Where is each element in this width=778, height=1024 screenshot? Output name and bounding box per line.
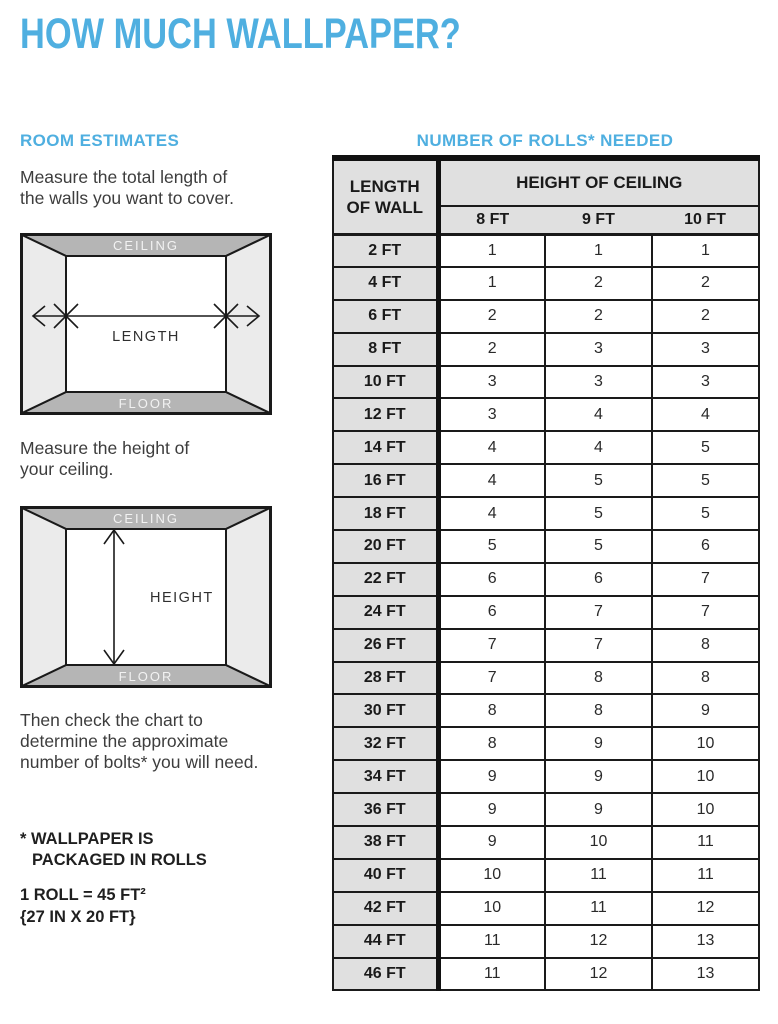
- height-dimension-label: HEIGHT: [150, 590, 214, 606]
- rolls-value-cell: 9: [438, 793, 545, 826]
- rolls-value-cell: 7: [545, 596, 652, 629]
- rolls-value-cell: 8: [652, 662, 759, 695]
- wall-length-cell: 42 FT: [333, 892, 438, 925]
- table-row: [333, 694, 759, 727]
- instruction-line: your ceiling.: [20, 459, 114, 479]
- rolls-value-cell: 9: [545, 793, 652, 826]
- wall-length-cell: 26 FT: [333, 629, 438, 662]
- rolls-value-cell: 12: [545, 958, 652, 991]
- footnote-line: * WALLPAPER IS: [20, 830, 154, 848]
- instruction-measure-length: [20, 167, 234, 209]
- wall-length-cell: 36 FT: [333, 793, 438, 826]
- table-row: [333, 958, 759, 991]
- rolls-value-cell: 2: [545, 300, 652, 333]
- rolls-value-cell: 10: [545, 826, 652, 859]
- wall-length-cell: 24 FT: [333, 596, 438, 629]
- rolls-value-cell: 5: [438, 530, 545, 563]
- wall-length-cell: 30 FT: [333, 694, 438, 727]
- rolls-value-cell: 5: [652, 497, 759, 530]
- rolls-value-cell: 6: [438, 563, 545, 596]
- instruction-line: determine the approximate: [20, 731, 229, 751]
- rolls-value-cell: 3: [652, 366, 759, 399]
- length-of-wall-header-line: OF WALL: [346, 197, 423, 217]
- table-row: [333, 859, 759, 892]
- left-wall-surface: [22, 235, 66, 413]
- rolls-value-cell: 8: [652, 629, 759, 662]
- table-row: [333, 497, 759, 530]
- rolls-value-cell: 7: [652, 563, 759, 596]
- rolls-value-cell: 4: [438, 464, 545, 497]
- rolls-value-cell: 9: [652, 694, 759, 727]
- floor-label: FLOOR: [118, 669, 174, 684]
- wall-length-cell: 14 FT: [333, 431, 438, 464]
- table-row: [333, 464, 759, 497]
- wall-length-cell: 18 FT: [333, 497, 438, 530]
- table-row: [333, 563, 759, 596]
- wall-length-cell: 2 FT: [333, 234, 438, 267]
- instruction-line: Then check the chart to: [20, 710, 203, 730]
- rolls-table: [332, 155, 760, 991]
- rolls-value-cell: 13: [652, 958, 759, 991]
- rolls-value-cell: 1: [438, 234, 545, 267]
- wall-length-cell: 20 FT: [333, 530, 438, 563]
- rolls-value-cell: 9: [545, 727, 652, 760]
- rolls-value-cell: 3: [438, 398, 545, 431]
- rolls-value-cell: 5: [545, 530, 652, 563]
- roll-size-info: [20, 884, 146, 928]
- ceiling-height-10ft-header: 10 FT: [652, 206, 759, 234]
- rolls-value-cell: 4: [545, 431, 652, 464]
- rolls-value-cell: 12: [652, 892, 759, 925]
- rolls-value-cell: 11: [438, 925, 545, 958]
- roll-size-line: 1 ROLL = 45 FT²: [20, 886, 146, 904]
- wallpaper-rolls-footnote: [20, 829, 207, 871]
- wall-length-cell: 46 FT: [333, 958, 438, 991]
- rolls-value-cell: 11: [652, 859, 759, 892]
- rolls-value-cell: 8: [438, 727, 545, 760]
- table-row: [333, 300, 759, 333]
- rolls-value-cell: 8: [545, 662, 652, 695]
- wall-length-cell: 40 FT: [333, 859, 438, 892]
- wall-length-cell: 12 FT: [333, 398, 438, 431]
- table-row: [333, 267, 759, 300]
- table-row: [333, 662, 759, 695]
- table-row: [333, 398, 759, 431]
- rolls-value-cell: 5: [652, 464, 759, 497]
- length-of-wall-header: [333, 158, 438, 234]
- rolls-value-cell: 9: [545, 760, 652, 793]
- rolls-table-container: [332, 155, 760, 991]
- left-wall-surface: [22, 508, 66, 686]
- instruction-measure-height: [20, 438, 189, 480]
- rolls-value-cell: 7: [545, 629, 652, 662]
- instruction-line: number of bolts* you will need.: [20, 752, 259, 772]
- wall-length-cell: 32 FT: [333, 727, 438, 760]
- instruction-check-chart: [20, 710, 258, 773]
- rolls-value-cell: 10: [652, 760, 759, 793]
- rolls-value-cell: 6: [438, 596, 545, 629]
- rolls-value-cell: 3: [545, 366, 652, 399]
- table-row: [333, 333, 759, 366]
- height-of-ceiling-header: HEIGHT OF CEILING: [438, 158, 759, 206]
- rolls-value-cell: 2: [545, 267, 652, 300]
- rolls-value-cell: 2: [438, 300, 545, 333]
- rolls-value-cell: 13: [652, 925, 759, 958]
- table-row: [333, 596, 759, 629]
- table-row: [333, 925, 759, 958]
- rolls-value-cell: 3: [438, 366, 545, 399]
- rolls-value-cell: 11: [652, 826, 759, 859]
- rolls-value-cell: 7: [652, 596, 759, 629]
- room-length-diagram: [20, 233, 272, 415]
- rolls-value-cell: 9: [438, 760, 545, 793]
- rolls-value-cell: 4: [652, 398, 759, 431]
- rolls-value-cell: 9: [438, 826, 545, 859]
- wall-length-cell: 44 FT: [333, 925, 438, 958]
- rolls-value-cell: 7: [438, 662, 545, 695]
- length-of-wall-header-line: LENGTH: [349, 176, 420, 196]
- rolls-value-cell: 4: [438, 497, 545, 530]
- table-row: [333, 530, 759, 563]
- rolls-value-cell: 10: [652, 793, 759, 826]
- wall-length-cell: 38 FT: [333, 826, 438, 859]
- rolls-value-cell: 3: [652, 333, 759, 366]
- rolls-value-cell: 5: [545, 497, 652, 530]
- rolls-table-body: [333, 234, 759, 990]
- table-row: [333, 826, 759, 859]
- table-row: [333, 892, 759, 925]
- room-estimates-heading: ROOM ESTIMATES: [20, 131, 180, 150]
- rolls-value-cell: 10: [438, 892, 545, 925]
- rolls-value-cell: 2: [438, 333, 545, 366]
- room-height-diagram: [20, 506, 272, 688]
- page-title: HOW MUCH WALLPAPER?: [20, 10, 461, 58]
- rolls-value-cell: 12: [545, 925, 652, 958]
- roll-size-line: {27 IN X 20 FT}: [20, 908, 136, 926]
- rolls-value-cell: 4: [438, 431, 545, 464]
- ceiling-label: CEILING: [112, 511, 180, 526]
- rolls-value-cell: 11: [438, 958, 545, 991]
- rolls-value-cell: 11: [545, 859, 652, 892]
- rolls-value-cell: 3: [545, 333, 652, 366]
- back-wall-surface: [66, 256, 226, 392]
- rolls-value-cell: 2: [652, 300, 759, 333]
- rolls-value-cell: 6: [652, 530, 759, 563]
- rolls-value-cell: 5: [652, 431, 759, 464]
- floor-label: FLOOR: [118, 396, 174, 411]
- wall-length-cell: 4 FT: [333, 267, 438, 300]
- ceiling-label: CEILING: [112, 238, 180, 253]
- rolls-value-cell: 10: [652, 727, 759, 760]
- wall-length-cell: 16 FT: [333, 464, 438, 497]
- rolls-value-cell: 8: [545, 694, 652, 727]
- rolls-needed-heading: NUMBER OF ROLLS* NEEDED: [416, 131, 674, 150]
- table-row: [333, 629, 759, 662]
- table-row: [333, 234, 759, 267]
- rolls-value-cell: 1: [438, 267, 545, 300]
- table-row: [333, 431, 759, 464]
- footnote-line: PACKAGED IN ROLLS: [32, 851, 207, 869]
- rolls-value-cell: 11: [545, 892, 652, 925]
- length-dimension-label: LENGTH: [112, 329, 180, 345]
- rolls-value-cell: 2: [652, 267, 759, 300]
- rolls-value-cell: 7: [438, 629, 545, 662]
- instruction-line: Measure the height of: [20, 438, 190, 458]
- wall-length-cell: 10 FT: [333, 366, 438, 399]
- table-row: [333, 366, 759, 399]
- wall-length-cell: 28 FT: [333, 662, 438, 695]
- table-row: [333, 727, 759, 760]
- table-row: [333, 760, 759, 793]
- instruction-line: the walls you want to cover.: [20, 188, 234, 208]
- rolls-value-cell: 5: [545, 464, 652, 497]
- right-wall-surface: [226, 508, 270, 686]
- wall-length-cell: 22 FT: [333, 563, 438, 596]
- right-wall-surface: [226, 235, 270, 413]
- wall-length-cell: 34 FT: [333, 760, 438, 793]
- ceiling-height-9ft-header: 9 FT: [545, 206, 652, 234]
- rolls-value-cell: 6: [545, 563, 652, 596]
- instruction-line: Measure the total length of: [20, 167, 228, 187]
- wall-length-cell: 6 FT: [333, 300, 438, 333]
- rolls-value-cell: 1: [545, 234, 652, 267]
- ceiling-height-8ft-header: 8 FT: [438, 206, 545, 234]
- rolls-value-cell: 1: [652, 234, 759, 267]
- rolls-value-cell: 8: [438, 694, 545, 727]
- rolls-value-cell: 4: [545, 398, 652, 431]
- wall-length-cell: 8 FT: [333, 333, 438, 366]
- table-row: [333, 793, 759, 826]
- rolls-value-cell: 10: [438, 859, 545, 892]
